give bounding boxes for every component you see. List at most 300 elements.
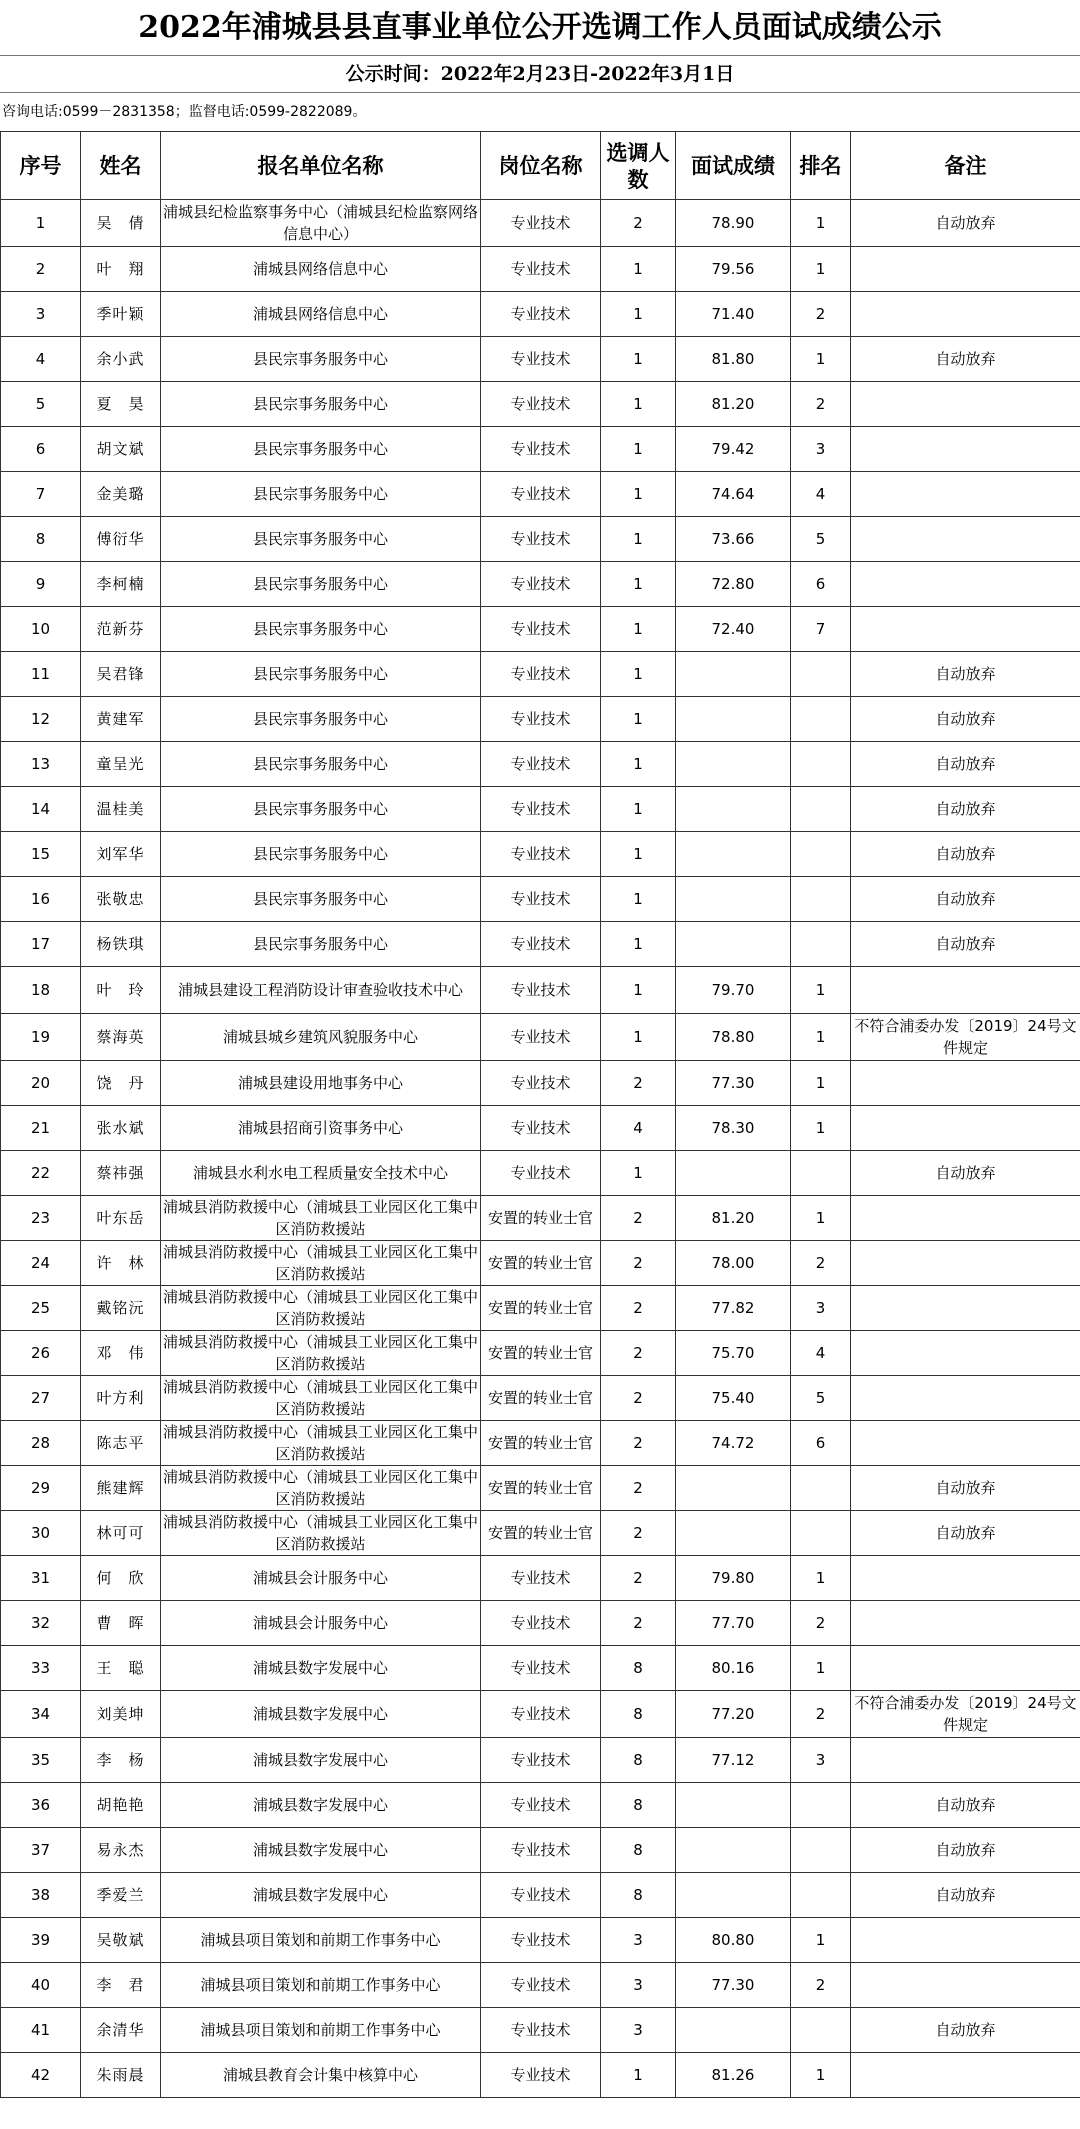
row-rank: 1 — [791, 1061, 851, 1106]
row-name: 蔡祎强 — [81, 1151, 161, 1196]
row-index: 3 — [1, 292, 81, 337]
row-position: 专业技术 — [481, 1691, 601, 1738]
row-quota: 1 — [601, 382, 676, 427]
row-name: 林可可 — [81, 1511, 161, 1556]
page-title: 2022年浦城县县直事业单位公开选调工作人员面试成绩公示 — [0, 0, 1080, 56]
row-quota: 1 — [601, 2053, 676, 2098]
table-row — [1, 1466, 1080, 1511]
row-index: 23 — [1, 1196, 81, 1241]
row-unit: 浦城县纪检监察事务中心（浦城县纪检监察网络信息中心） — [161, 200, 481, 247]
row-score — [676, 1783, 791, 1828]
row-remark: 自动放弃 — [851, 832, 1080, 877]
table-row — [1, 1783, 1080, 1828]
row-index: 38 — [1, 1873, 81, 1918]
row-unit: 浦城县教育会计集中核算中心 — [161, 2053, 481, 2098]
row-quota: 1 — [601, 337, 676, 382]
table-row — [1, 967, 1080, 1014]
row-unit: 浦城县数字发展中心 — [161, 1828, 481, 1873]
row-position: 专业技术 — [481, 2053, 601, 2098]
row-remark — [851, 1556, 1080, 1601]
table-row — [1, 1196, 1080, 1241]
row-remark: 自动放弃 — [851, 2008, 1080, 2053]
row-score — [676, 1828, 791, 1873]
row-quota: 8 — [601, 1828, 676, 1873]
row-index: 8 — [1, 517, 81, 562]
row-position: 专业技术 — [481, 1828, 601, 1873]
row-position: 专业技术 — [481, 382, 601, 427]
row-quota: 3 — [601, 1963, 676, 2008]
row-remark — [851, 967, 1080, 1014]
row-rank: 5 — [791, 1376, 851, 1421]
row-remark — [851, 1646, 1080, 1691]
table-row — [1, 1061, 1080, 1106]
row-position: 安置的转业士官 — [481, 1466, 601, 1511]
row-remark — [851, 1196, 1080, 1241]
row-position: 专业技术 — [481, 787, 601, 832]
row-index: 4 — [1, 337, 81, 382]
row-name: 胡艳艳 — [81, 1783, 161, 1828]
row-unit: 县民宗事务服务中心 — [161, 787, 481, 832]
row-remark — [851, 427, 1080, 472]
row-name: 张水斌 — [81, 1106, 161, 1151]
row-rank: 6 — [791, 1421, 851, 1466]
row-rank: 3 — [791, 427, 851, 472]
row-unit: 浦城县数字发展中心 — [161, 1646, 481, 1691]
row-unit: 浦城县消防救援中心（浦城县工业园区化工集中区消防救援站 — [161, 1241, 481, 1286]
row-quota: 1 — [601, 607, 676, 652]
table-row — [1, 1828, 1080, 1873]
row-name: 范新芬 — [81, 607, 161, 652]
header-unit: 报名单位名称 — [161, 132, 481, 200]
row-rank — [791, 787, 851, 832]
row-name: 饶 丹 — [81, 1061, 161, 1106]
row-remark: 自动放弃 — [851, 697, 1080, 742]
row-quota: 8 — [601, 1783, 676, 1828]
row-rank: 1 — [791, 1556, 851, 1601]
row-score: 78.00 — [676, 1241, 791, 1286]
table-row — [1, 2008, 1080, 2053]
row-name: 温桂美 — [81, 787, 161, 832]
row-remark — [851, 472, 1080, 517]
row-score: 73.66 — [676, 517, 791, 562]
row-score — [676, 832, 791, 877]
row-name: 李柯楠 — [81, 562, 161, 607]
row-remark — [851, 1963, 1080, 2008]
row-rank: 2 — [791, 382, 851, 427]
row-position: 专业技术 — [481, 967, 601, 1014]
row-rank: 1 — [791, 1014, 851, 1061]
row-score: 81.80 — [676, 337, 791, 382]
table-row — [1, 1601, 1080, 1646]
row-rank: 2 — [791, 1963, 851, 2008]
row-score: 74.64 — [676, 472, 791, 517]
row-index: 9 — [1, 562, 81, 607]
row-score: 79.42 — [676, 427, 791, 472]
row-score: 81.26 — [676, 2053, 791, 2098]
row-rank — [791, 697, 851, 742]
table-row — [1, 200, 1080, 247]
row-index: 28 — [1, 1421, 81, 1466]
row-unit: 县民宗事务服务中心 — [161, 382, 481, 427]
row-rank: 4 — [791, 1331, 851, 1376]
table-row — [1, 1511, 1080, 1556]
row-position: 专业技术 — [481, 1738, 601, 1783]
row-rank — [791, 877, 851, 922]
row-name: 吴敬斌 — [81, 1918, 161, 1963]
row-position: 专业技术 — [481, 1963, 601, 2008]
row-score: 77.12 — [676, 1738, 791, 1783]
row-remark: 自动放弃 — [851, 922, 1080, 967]
row-unit: 县民宗事务服务中心 — [161, 607, 481, 652]
row-position: 安置的转业士官 — [481, 1286, 601, 1331]
row-quota: 1 — [601, 517, 676, 562]
row-index: 25 — [1, 1286, 81, 1331]
row-name: 蔡海英 — [81, 1014, 161, 1061]
row-quota: 2 — [601, 1601, 676, 1646]
row-quota: 1 — [601, 742, 676, 787]
row-rank — [791, 2008, 851, 2053]
row-position: 专业技术 — [481, 1601, 601, 1646]
row-unit: 县民宗事务服务中心 — [161, 832, 481, 877]
row-index: 21 — [1, 1106, 81, 1151]
row-name: 何 欣 — [81, 1556, 161, 1601]
row-rank: 7 — [791, 607, 851, 652]
table-row — [1, 607, 1080, 652]
row-unit: 浦城县水利水电工程质量安全技术中心 — [161, 1151, 481, 1196]
row-score: 78.80 — [676, 1014, 791, 1061]
row-unit: 县民宗事务服务中心 — [161, 562, 481, 607]
row-index: 16 — [1, 877, 81, 922]
row-score: 77.70 — [676, 1601, 791, 1646]
row-remark: 自动放弃 — [851, 1511, 1080, 1556]
row-position: 专业技术 — [481, 562, 601, 607]
row-score — [676, 1873, 791, 1918]
header-score: 面试成绩 — [676, 132, 791, 200]
row-unit: 浦城县消防救援中心（浦城县工业园区化工集中区消防救援站 — [161, 1331, 481, 1376]
row-quota: 1 — [601, 1014, 676, 1061]
row-rank — [791, 1828, 851, 1873]
row-score: 75.70 — [676, 1331, 791, 1376]
row-unit: 浦城县会计服务中心 — [161, 1556, 481, 1601]
row-quota: 1 — [601, 787, 676, 832]
row-position: 安置的转业士官 — [481, 1511, 601, 1556]
row-quota: 4 — [601, 1106, 676, 1151]
row-position: 专业技术 — [481, 517, 601, 562]
row-name: 刘美坤 — [81, 1691, 161, 1738]
row-rank — [791, 1511, 851, 1556]
row-score: 79.80 — [676, 1556, 791, 1601]
table-row — [1, 832, 1080, 877]
table-header-row — [1, 132, 1080, 200]
row-position: 专业技术 — [481, 1783, 601, 1828]
row-quota: 1 — [601, 427, 676, 472]
row-name: 吴 倩 — [81, 200, 161, 247]
row-remark: 自动放弃 — [851, 1466, 1080, 1511]
row-quota: 2 — [601, 1466, 676, 1511]
row-position: 专业技术 — [481, 697, 601, 742]
row-quota: 1 — [601, 472, 676, 517]
row-score: 77.20 — [676, 1691, 791, 1738]
row-quota: 1 — [601, 292, 676, 337]
row-quota: 1 — [601, 877, 676, 922]
row-quota: 2 — [601, 1241, 676, 1286]
row-quota: 2 — [601, 1511, 676, 1556]
row-name: 季叶颖 — [81, 292, 161, 337]
row-name: 胡文斌 — [81, 427, 161, 472]
row-remark — [851, 1061, 1080, 1106]
row-quota: 1 — [601, 1151, 676, 1196]
row-score — [676, 877, 791, 922]
row-score — [676, 652, 791, 697]
row-rank: 2 — [791, 1241, 851, 1286]
row-quota: 2 — [601, 1061, 676, 1106]
row-remark — [851, 2053, 1080, 2098]
row-unit: 县民宗事务服务中心 — [161, 427, 481, 472]
row-name: 叶 玲 — [81, 967, 161, 1014]
row-rank: 2 — [791, 292, 851, 337]
row-position: 安置的转业士官 — [481, 1376, 601, 1421]
table-row — [1, 877, 1080, 922]
header-name: 姓名 — [81, 132, 161, 200]
table-row — [1, 382, 1080, 427]
row-name: 傅衍华 — [81, 517, 161, 562]
row-position: 专业技术 — [481, 427, 601, 472]
table-row — [1, 697, 1080, 742]
row-rank: 1 — [791, 1918, 851, 1963]
table-row — [1, 1106, 1080, 1151]
row-index: 20 — [1, 1061, 81, 1106]
row-rank: 1 — [791, 337, 851, 382]
row-rank — [791, 1873, 851, 1918]
row-unit: 浦城县消防救援中心（浦城县工业园区化工集中区消防救援站 — [161, 1196, 481, 1241]
row-index: 42 — [1, 2053, 81, 2098]
row-score: 74.72 — [676, 1421, 791, 1466]
row-position: 专业技术 — [481, 1556, 601, 1601]
row-position: 专业技术 — [481, 1014, 601, 1061]
row-quota: 8 — [601, 1691, 676, 1738]
row-name: 叶 翔 — [81, 247, 161, 292]
table-row — [1, 1241, 1080, 1286]
row-unit: 浦城县消防救援中心（浦城县工业园区化工集中区消防救援站 — [161, 1376, 481, 1421]
row-name: 王 聪 — [81, 1646, 161, 1691]
row-remark — [851, 1918, 1080, 1963]
row-score: 79.56 — [676, 247, 791, 292]
row-position: 专业技术 — [481, 877, 601, 922]
row-index: 14 — [1, 787, 81, 832]
row-position: 专业技术 — [481, 1106, 601, 1151]
header-rank: 排名 — [791, 132, 851, 200]
row-position: 专业技术 — [481, 247, 601, 292]
row-remark — [851, 1421, 1080, 1466]
row-remark: 自动放弃 — [851, 1151, 1080, 1196]
row-index: 40 — [1, 1963, 81, 2008]
row-unit: 县民宗事务服务中心 — [161, 877, 481, 922]
table-row — [1, 742, 1080, 787]
row-remark: 自动放弃 — [851, 337, 1080, 382]
row-name: 曹 晖 — [81, 1601, 161, 1646]
row-name: 陈志平 — [81, 1421, 161, 1466]
row-quota: 2 — [601, 1556, 676, 1601]
row-score: 77.82 — [676, 1286, 791, 1331]
row-position: 专业技术 — [481, 337, 601, 382]
table-row — [1, 337, 1080, 382]
row-unit: 浦城县建设工程消防设计审查验收技术中心 — [161, 967, 481, 1014]
row-unit: 县民宗事务服务中心 — [161, 472, 481, 517]
row-rank — [791, 1466, 851, 1511]
row-remark: 自动放弃 — [851, 652, 1080, 697]
table-row — [1, 2053, 1080, 2098]
row-quota: 8 — [601, 1646, 676, 1691]
row-name: 李 君 — [81, 1963, 161, 2008]
row-unit: 浦城县城乡建筑风貌服务中心 — [161, 1014, 481, 1061]
row-name: 吴君锋 — [81, 652, 161, 697]
row-name: 许 林 — [81, 1241, 161, 1286]
row-index: 15 — [1, 832, 81, 877]
row-unit: 县民宗事务服务中心 — [161, 337, 481, 382]
row-name: 夏 昊 — [81, 382, 161, 427]
row-index: 11 — [1, 652, 81, 697]
row-remark — [851, 1286, 1080, 1331]
row-unit: 浦城县消防救援中心（浦城县工业园区化工集中区消防救援站 — [161, 1466, 481, 1511]
row-score — [676, 1511, 791, 1556]
row-remark: 自动放弃 — [851, 1873, 1080, 1918]
contact-info: 咨询电话:0599－2831358；监督电话:0599-2822089。 — [2, 104, 367, 120]
row-name: 叶东岳 — [81, 1196, 161, 1241]
table-row — [1, 427, 1080, 472]
row-quota: 2 — [601, 1286, 676, 1331]
row-index: 19 — [1, 1014, 81, 1061]
row-position: 安置的转业士官 — [481, 1331, 601, 1376]
row-position: 安置的转业士官 — [481, 1241, 601, 1286]
row-position: 专业技术 — [481, 922, 601, 967]
row-score: 81.20 — [676, 1196, 791, 1241]
row-remark — [851, 517, 1080, 562]
row-position: 专业技术 — [481, 2008, 601, 2053]
row-unit: 县民宗事务服务中心 — [161, 697, 481, 742]
table-row — [1, 1556, 1080, 1601]
table-row — [1, 562, 1080, 607]
row-unit: 浦城县数字发展中心 — [161, 1783, 481, 1828]
table-row — [1, 517, 1080, 562]
row-index: 1 — [1, 200, 81, 247]
row-unit: 县民宗事务服务中心 — [161, 517, 481, 562]
row-unit: 浦城县网络信息中心 — [161, 292, 481, 337]
row-index: 13 — [1, 742, 81, 787]
row-index: 26 — [1, 1331, 81, 1376]
table-row — [1, 652, 1080, 697]
row-name: 杨铁琪 — [81, 922, 161, 967]
row-score: 80.80 — [676, 1918, 791, 1963]
row-name: 张敬忠 — [81, 877, 161, 922]
row-remark — [851, 247, 1080, 292]
table-row — [1, 1376, 1080, 1421]
row-rank — [791, 922, 851, 967]
row-score: 71.40 — [676, 292, 791, 337]
row-unit: 浦城县消防救援中心（浦城县工业园区化工集中区消防救援站 — [161, 1421, 481, 1466]
row-remark: 自动放弃 — [851, 200, 1080, 247]
row-remark — [851, 292, 1080, 337]
row-quota: 8 — [601, 1738, 676, 1783]
row-rank — [791, 742, 851, 787]
row-remark — [851, 607, 1080, 652]
row-index: 18 — [1, 967, 81, 1014]
results-table — [0, 131, 1080, 2098]
table-row — [1, 472, 1080, 517]
row-remark — [851, 1106, 1080, 1151]
row-score: 81.20 — [676, 382, 791, 427]
row-position: 专业技术 — [481, 292, 601, 337]
row-name: 刘军华 — [81, 832, 161, 877]
row-index: 34 — [1, 1691, 81, 1738]
row-remark: 自动放弃 — [851, 1828, 1080, 1873]
row-quota: 1 — [601, 562, 676, 607]
row-position: 安置的转业士官 — [481, 1196, 601, 1241]
row-quota: 3 — [601, 2008, 676, 2053]
row-name: 邓 伟 — [81, 1331, 161, 1376]
row-remark: 自动放弃 — [851, 1783, 1080, 1828]
header-position: 岗位名称 — [481, 132, 601, 200]
row-unit: 浦城县消防救援中心（浦城县工业园区化工集中区消防救援站 — [161, 1286, 481, 1331]
row-quota: 1 — [601, 697, 676, 742]
row-position: 专业技术 — [481, 1151, 601, 1196]
row-quota: 3 — [601, 1918, 676, 1963]
row-quota: 1 — [601, 247, 676, 292]
row-remark — [851, 1241, 1080, 1286]
row-rank: 1 — [791, 2053, 851, 2098]
table-row — [1, 1151, 1080, 1196]
table-row — [1, 292, 1080, 337]
row-rank: 1 — [791, 247, 851, 292]
row-quota: 1 — [601, 652, 676, 697]
row-unit: 浦城县网络信息中心 — [161, 247, 481, 292]
publication-period: 公示时间：2022年2月23日-2022年3月1日 — [0, 56, 1080, 93]
table-row — [1, 1691, 1080, 1738]
row-remark: 自动放弃 — [851, 742, 1080, 787]
row-rank: 6 — [791, 562, 851, 607]
row-rank: 1 — [791, 200, 851, 247]
table-row — [1, 1286, 1080, 1331]
row-position: 专业技术 — [481, 832, 601, 877]
row-remark — [851, 1738, 1080, 1783]
row-quota: 1 — [601, 967, 676, 1014]
row-rank: 4 — [791, 472, 851, 517]
row-index: 36 — [1, 1783, 81, 1828]
row-unit: 浦城县建设用地事务中心 — [161, 1061, 481, 1106]
row-remark: 自动放弃 — [851, 787, 1080, 832]
row-rank — [791, 832, 851, 877]
table-row — [1, 1646, 1080, 1691]
row-name: 余小武 — [81, 337, 161, 382]
row-name: 李 杨 — [81, 1738, 161, 1783]
row-index: 31 — [1, 1556, 81, 1601]
table-row — [1, 247, 1080, 292]
row-rank: 1 — [791, 1106, 851, 1151]
row-score: 72.80 — [676, 562, 791, 607]
row-rank: 5 — [791, 517, 851, 562]
table-row — [1, 1918, 1080, 1963]
row-index: 37 — [1, 1828, 81, 1873]
row-score: 79.70 — [676, 967, 791, 1014]
row-rank: 2 — [791, 1601, 851, 1646]
table-row — [1, 1014, 1080, 1061]
table-row — [1, 922, 1080, 967]
table-row — [1, 1873, 1080, 1918]
row-position: 专业技术 — [481, 742, 601, 787]
header-index: 序号 — [1, 132, 81, 200]
row-index: 17 — [1, 922, 81, 967]
row-score — [676, 922, 791, 967]
row-unit: 浦城县数字发展中心 — [161, 1873, 481, 1918]
